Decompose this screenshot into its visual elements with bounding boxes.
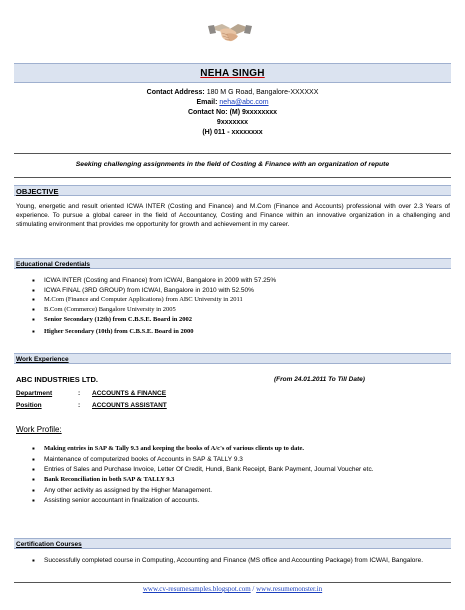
objective-heading: OBJECTIVE <box>14 185 451 196</box>
footer-link-resumemonster[interactable]: www.resumemonster.in <box>256 585 323 593</box>
list-item: ▪ Higher Secondary (10th) from C.B.S.E. Board in 2000 <box>32 326 447 338</box>
list-item: ▪ ICWA INTER (Costing and Finance) from ICWAI, Bangalore in 2009 with 57.25% <box>32 276 447 286</box>
footer-links: www.cv-resumesamples.blogspot.com / www.resumemonster.in <box>142 585 323 593</box>
education-heading: Educational Credentials <box>14 258 451 269</box>
company-name: ABC INDUSTRIES LTD. <box>16 375 98 384</box>
employment-period: (From 24.01.2011 To Till Date) <box>274 376 365 383</box>
position-row: Position : ACCOUNTS ASSISTANT <box>16 402 167 409</box>
list-item: ▪ Successfully completed course in Computing, Accounting and Finance (MS office and Accounting Package) from ICWAI, Bangalore. <box>32 556 447 566</box>
certification-heading: Certification Courses <box>14 538 451 549</box>
list-item: ▪ B.Com (Commerce) Bangalore University in 2005 <box>32 305 447 315</box>
list-item: ▪ ICWA FINAL (3RD GROUP) from ICWAI, Bangalore in 2010 with 52.50% <box>32 286 447 296</box>
list-item: ▪ Making entries in SAP & Tally 9.3 and keeping the books of A/c's of various clients up to date. <box>32 443 447 455</box>
contact-number: Contact No: (M) 9xxxxxxxx <box>187 109 278 116</box>
home-number: (H) 011 - xxxxxxxx <box>202 129 263 136</box>
divider <box>14 153 451 154</box>
email-line: Email: neha@abc.com <box>196 99 269 106</box>
objective-statement: Seeking challenging assignments in the field of Costing & Finance with an organization of repute <box>75 161 390 168</box>
list-item: ▪ Any other activity as assigned by the Higher Management. <box>32 486 447 496</box>
education-list <box>32 276 447 338</box>
divider <box>14 582 451 583</box>
experience-heading: Work Experience <box>14 353 451 364</box>
candidate-name: NEHA SINGH <box>200 68 265 79</box>
email-link[interactable]: neha@abc.com <box>219 99 269 106</box>
department-row: Department : ACCOUNTS & FINANCE <box>16 390 167 397</box>
objective-text: Young, energetic and result oriented ICWA INTER (Costing and Finance) and M.Com (Finance and Accounts) professional with over 2.3 Years of experience. To pursue a global career in the field of Accountancy, Costing and Finance within an innovative organization in a challenging and stimulating environment that provides me opportunity for growth and achievement in my career. <box>16 203 450 229</box>
certification-list <box>32 556 447 566</box>
list-item: ▪ M.Com (Finance and Computer Applications) from ABC University in 2011 <box>32 295 447 305</box>
divider <box>14 177 451 178</box>
list-item: ▪ Maintenance of computerized books of Accounts in SAP & TALLY 9.3 <box>32 455 447 465</box>
list-item: ▪ Assisting senior accountant in finalization of accounts. <box>32 496 447 506</box>
work-profile-list <box>32 443 447 505</box>
handshake-icon <box>208 14 252 50</box>
list-item: ▪ Senior Secondary (12th) from C.B.S.E. Board in 2002 <box>32 314 447 326</box>
list-item: ▪ Bank Reconciliation in both SAP & TALLY 9.3 <box>32 474 447 486</box>
name-banner <box>14 63 451 83</box>
list-item: ▪ Entries of Sales and Purchase Invoice, Letter Of Credit, Hundi, Bank Receipt, Bank Payment, Journal Voucher etc. <box>32 465 447 475</box>
work-profile-heading: Work Profile: <box>16 425 62 434</box>
contact-address: Contact Address: 180 M G Road, Bangalore-XXXXXX <box>146 89 319 96</box>
contact-number-cont: 9xxxxxxx <box>216 119 249 126</box>
footer-link-cv[interactable]: www.cv-resumesamples.blogspot.com <box>142 585 251 593</box>
